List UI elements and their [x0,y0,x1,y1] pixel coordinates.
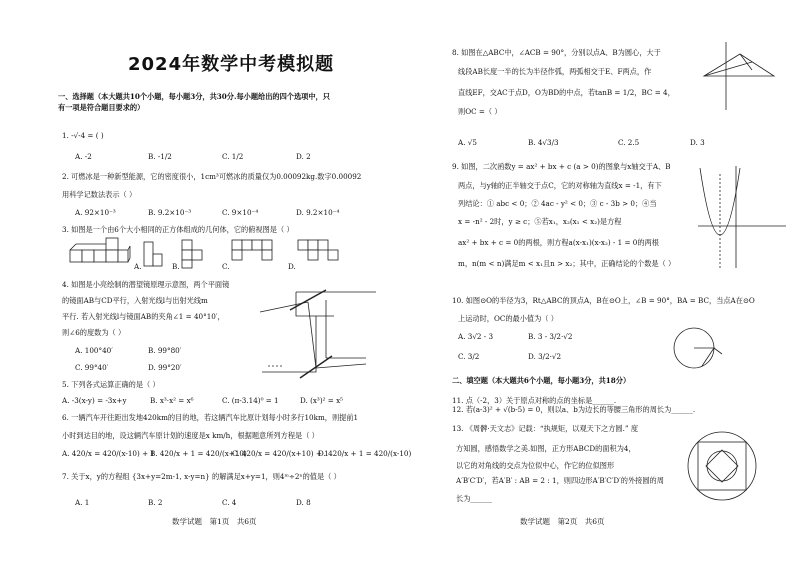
q13-stem: 13. 《周髀·天文志》记载：“执规矩，以观天下之方圆.” 度 [452,424,639,433]
q6-option-c: C. 420/x = 420/(x+10) + 1 [232,449,329,458]
q9-stem-cont: 两点，与y轴的正半轴交于点C，它的对称轴为直线x = -1，有下 [458,181,662,190]
q13-square-circle-diagram [684,428,760,504]
q8-stem: 8. 如图在△ABC中，∠ACB = 90°，分别以点A、B为圆心，大于 [452,48,661,57]
q6-stem: 6. 一辆汽车开往距出发地420km的目的地，若这辆汽车比原计划每小时多行10km，则提前1 [62,413,359,422]
q5-option-d: D. (x³)² = x⁵ [300,396,344,405]
q7-option-a: A. 1 [75,498,90,507]
q2-option-d: D. 9.2×10⁻⁴ [296,208,340,217]
q10-option-b: B. 3 - 3/2·√2 [528,332,573,341]
q8-option-b: B. 4√3/3 [528,138,559,147]
q3-option-c-figure [230,238,276,262]
q9-stem-cont4: ax² + bx + c = 0的两根，则方程a(x-x₁)(x-x₂) - 1 = 0的两根 [458,238,659,247]
q9-stem-cont5: m，n(m < n)满足m < x₁且n > x₂；其中，正确结论的个数是（ ） [458,259,676,268]
q7-option-d: D. 8 [296,498,311,507]
q6-option-d: D. 420/x + 1 = 420/(x-10) [318,449,412,458]
q2-option-b: B. 9.2×10⁻³ [148,208,192,217]
q3-solid-figure [68,236,132,270]
q12-stem: 12. 若(a-3)² + √(b-5) = 0，则以a、b为边长的等腰三角形的周长为______. [452,405,696,414]
q4-stem: 4. 如图是小亮绘制的潜望镜原理示意图，两个平面镜 [62,280,230,289]
q3-option-c: C. [222,262,230,271]
page-right [428,0,794,562]
q9-parabola-graph [696,162,788,272]
q6-stem-cont: 小时到达目的地，设这辆汽车原计划的速度是x km/h，根据题意所列方程是（ ） [62,431,319,440]
q1-option-b: B. -1/2 [148,152,172,161]
q3-option-b: B. [172,262,180,271]
q1-option-d: D. 2 [296,152,311,161]
page-footer-left: 数学试题 第1页 共6页 [172,517,257,526]
q9-stem-cont2: 列结论：① abc < 0；② 4ac - y² < 0；③ c - 3b > 0；④当 [458,199,657,208]
q11-stem: 11. 点（-2，3）关于原点对称的点的坐标是______. [452,396,617,405]
q4-stem-cont3: 则∠6的度数为（ ） [62,328,126,337]
exam-title: 2024年数学中考模拟题 [128,54,335,75]
q5-option-c: C. (π-3.14)⁰ = 1 [222,396,279,405]
q1-option-c: C. 1/2 [222,152,244,161]
q4-stem-cont2: 平行. 若入射光线l与镜面AB的夹角∠1 = 40°10′， [62,312,225,321]
section1-header-cont: 有一项是符合题目要求的） [58,103,145,112]
q10-circle-diagram [672,322,732,374]
section2-header: 二、填空题（本大题共6个小题，每小题3分，共18分） [452,376,631,385]
page-footer-right: 数学试题 第2页 共6页 [520,517,605,526]
q1-option-a: A. -2 [75,152,92,161]
q1-stem: 1. -√-4 = ( ) [62,131,104,140]
q8-option-c: C. 2.5 [618,138,640,147]
q8-stem-cont3: 则OC =（ ） [458,107,502,116]
q2-option-c: C. 9×10⁻⁴ [222,208,259,217]
q4-option-b: B. 99°80′ [148,346,182,355]
q3-option-b-figure [180,238,212,270]
q8-option-a: A. √5 [458,138,477,147]
q2-stem: 2. 可燃冰是一种新型能源，它的密度很小，1cm³可燃冰的质量仅为0.00092kg.数字0.00092 [62,172,362,181]
q8-stem-cont: 线段AB长度一半的长为半径作弧，两弧相交于E、F两点，作 [458,67,652,76]
q5-option-a: A. -3(x-y) = -3x+y [62,396,127,405]
q7-option-c: C. 4 [222,498,237,507]
q7-option-b: B. 2 [148,498,163,507]
q6-option-b: B. 420/x + 1 = 420/(x+10) [150,449,247,458]
q3-option-d: D. [288,262,296,271]
q5-stem: 5. 下列各式运算正确的是（ ） [62,380,160,389]
q10-option-a: A. 3√2 - 3 [458,332,494,341]
q8-stem-cont2: 直线EF，交AC于点D，O为BD的中点，若tanB = 1/2，BC = 4， [458,88,675,97]
q2-stem-cont: 用科学记数法表示（ ） [62,190,137,199]
q10-option-d: D. 3/2·√2 [528,352,562,361]
q3-option-a-figure [142,240,164,270]
q13-stem-cont: 方知圆，感悟数学之美.如图，正方形ABCD的面积为4， [456,444,636,453]
q4-option-d: D. 99°20′ [148,363,182,372]
q4-stem-cont: 的镜面AB与CD平行，入射光线l与出射光线m [62,296,208,305]
q5-option-b: B. x³·x² = x⁶ [150,396,194,405]
q13-stem-cont3: A′B′C′D′，若A′B′ : AB = 2 : 1，则四边形A′B′C′D′的外接圆的周 [456,476,664,485]
q9-stem: 9. 如图，二次函数y = ax² + bx + c (a > 0)的图象与x轴交于A、B [452,162,671,171]
q6-option-a: A. 420/x = 420/(x-10) + 1 [62,449,155,458]
q3-option-d-figure [296,238,344,268]
q3-option-a: A. [134,262,142,271]
q13-stem-cont4: 长为______ [456,494,492,503]
q8-triangle-diagram [696,40,786,112]
q10-stem: 10. 如图⊙O的半径为3，Rt△ABC的顶点A，B在⊙O上，∠B = 90°，BA = BC，当点A在⊙O [452,296,755,305]
q9-stem-cont3: x = -n² - 2时，y ≥ c；⑤若x₁，x₂(x₁ < x₂)是方程 [458,217,622,226]
q3-stem: 3. 如图是一个由6个大小相同的正方体组成的几何体，它的俯视图是（ ） [62,225,294,234]
q4-option-c: C. 99°40′ [75,363,109,372]
periscope-diagram [256,286,386,386]
section1-header: 一、选择题（本大题共10个小题，每小题3分，共30分.每小题给出的四个选项中，只 [58,92,330,101]
q10-option-c: C. 3/2 [458,352,480,361]
q4-option-a: A. 100°40′ [75,346,113,355]
q8-option-d: D. 3 [690,138,705,147]
q10-stem-cont: 上运动时，OC的最小值为（ ） [458,314,558,323]
q7-stem: 7. 关于x，y的方程组 {3x+y=2m-1, x-y=n} 的解满足x+y=1，则4ᵐ÷2ⁿ的值是（ ） [62,472,341,481]
q13-stem-cont2: 以它的对角线的交点为位似中心，作它的位似图形 [456,461,615,470]
q2-option-a: A. 92×10⁻³ [75,208,116,217]
